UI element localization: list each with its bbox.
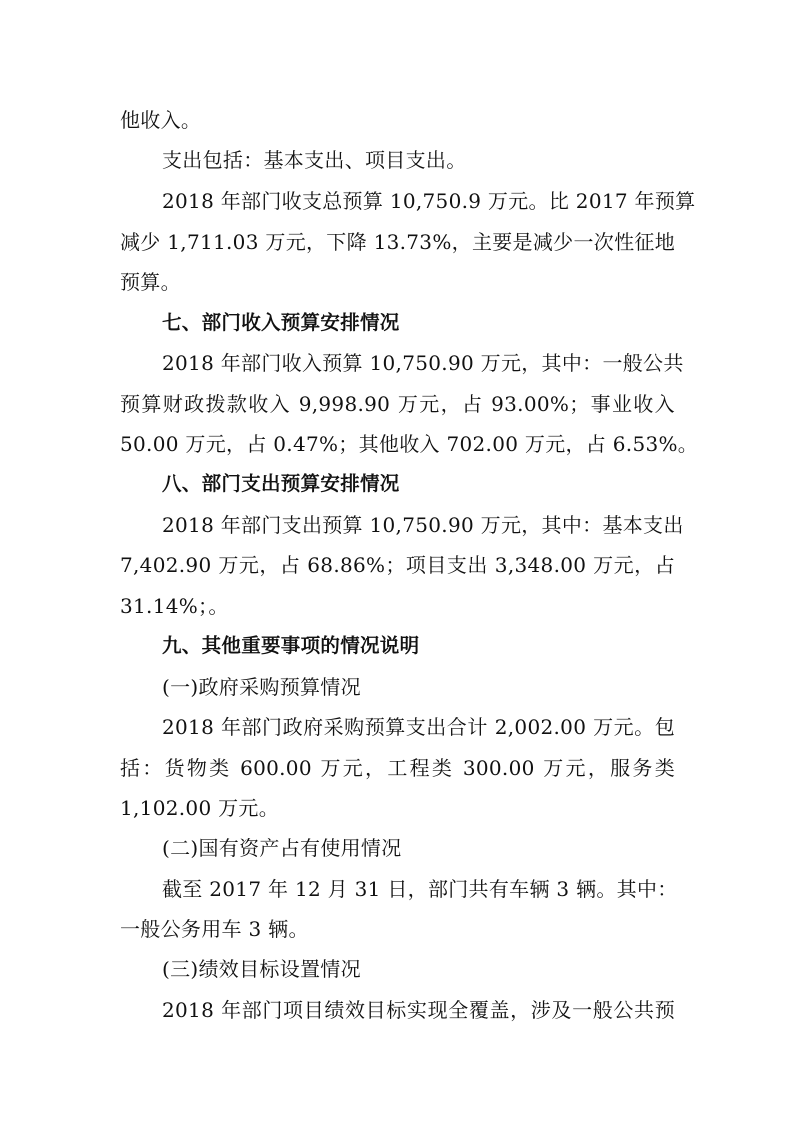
paragraph-line: 2018 年部门支出预算 10,750.90 万元，其中：基本支出 [162, 513, 684, 537]
section-heading: 八、部门支出预算安排情况 [162, 472, 400, 495]
paragraph-line: 2018 年部门收支总预算 10,750.9 万元。比 2017 年预算 [162, 189, 696, 213]
paragraph-line: 2018 年部门政府采购预算支出合计 2,002.00 万元。包 [162, 715, 675, 739]
paragraph-line: 7,402.90 万元，占 68.86%；项目支出 3,348.00 万元，占 [120, 553, 675, 577]
paragraph-line: 减少 1,711.03 万元，下降 13.73%，主要是减少一次性征地 [120, 230, 675, 254]
paragraph-line: 括：货物类 600.00 万元，工程类 300.00 万元，服务类 [120, 756, 675, 780]
paragraph-line: 2018 年部门项目绩效目标实现全覆盖，涉及一般公共预 [162, 998, 675, 1022]
paragraph-line: 1,102.00 万元。 [120, 796, 280, 820]
paragraph-line: 31.14%；。 [120, 594, 229, 618]
paragraph-line: 预算财政拨款收入 9,998.90 万元，占 93.00%；事业收入 [120, 392, 675, 416]
paragraph-line: 截至 2017 年 12 月 31 日，部门共有车辆 3 辆。其中： [162, 877, 678, 901]
section-heading: 九、其他重要事项的情况说明 [162, 634, 420, 657]
subsection-heading: (二)国有资产占有使用情况 [162, 836, 402, 860]
paragraph-line: 2018 年部门收入预算 10,750.90 万元，其中：一般公共 [162, 351, 684, 375]
subsection-heading: (三)绩效目标设置情况 [162, 957, 361, 981]
section-heading: 七、部门收入预算安排情况 [162, 311, 400, 334]
paragraph-line: 一般公务用车 3 辆。 [120, 917, 309, 941]
paragraph-line: 他收入。 [120, 108, 202, 132]
subsection-heading: (一)政府采购预算情况 [162, 675, 361, 699]
paragraph-line: 支出包括：基本支出、项目支出。 [162, 148, 467, 172]
paragraph-line: 50.00 万元，占 0.47%；其他收入 702.00 万元，占 6.53%。 [120, 432, 699, 456]
paragraph-line: 预算。 [120, 270, 181, 294]
